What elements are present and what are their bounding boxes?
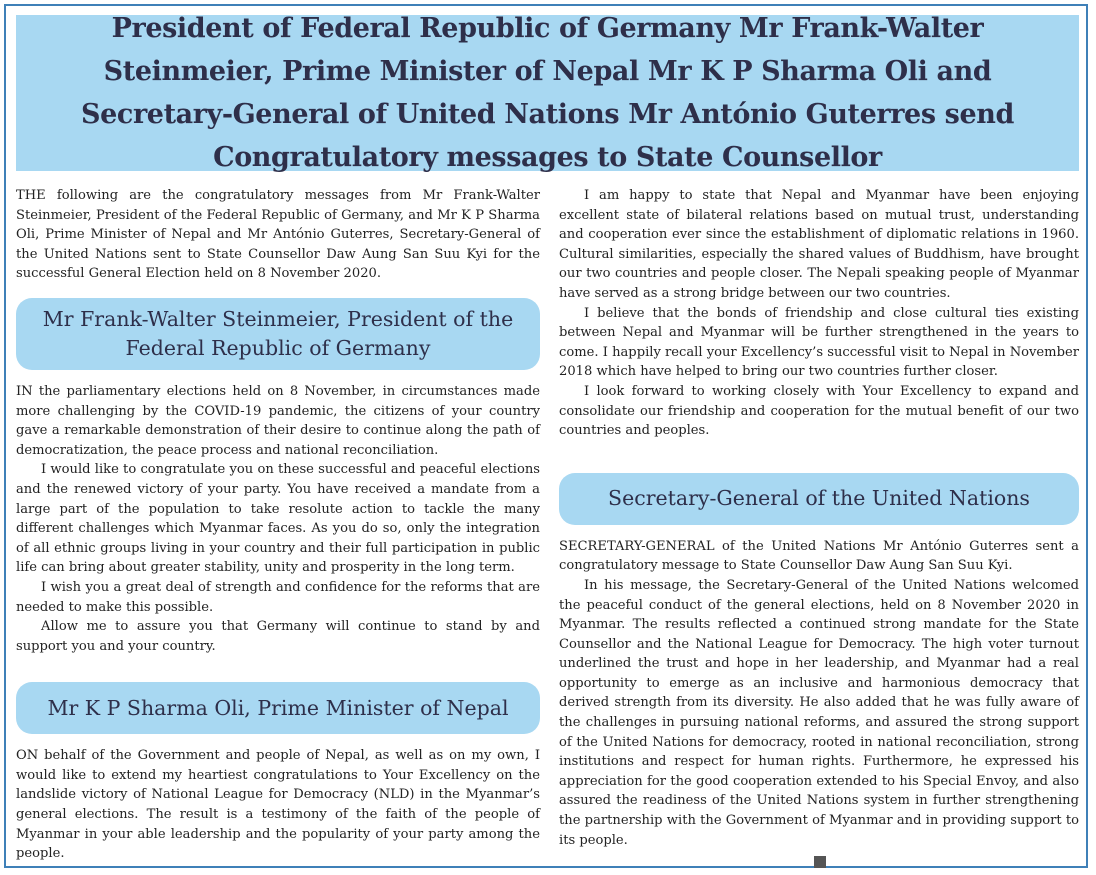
nepal-paragraph-1: ON behalf of the Government and people of Nepal, as well as on my own, I would like to extend my heartiest congratulations to Your Excellency on the landslide victory of National League for Democracy (NLD) in the Myanmar’s general elections. The result is a testimony of the faith of the people of Myanmar in your able leadership and the popularity of your party among the people. bbox=[16, 748, 540, 862]
un-section-heading: Secretary-General of the United Nations bbox=[559, 473, 1079, 525]
nepal-paragraph-2: I am happy to state that Nepal and Myanmar have been enjoying excellent state of bilateral relations based on mutual trust, understanding and cooperation ever since the establishment of diplomatic relations in 1960. Cultural similarities, especially the shared values of Buddhism, have brought our two countries and people closer. The Nepali speaking people of Myanmar have served as a strong bridge between our two countries. bbox=[559, 188, 1079, 301]
article-headline: President of Federal Republic of Germany Mr Frank-Walter Steinmeier, Prime Minister of Nepal Mr K P Sharma Oli and Secretary-General of United Nations Mr António Guterres send Congratulatory messages to State Counsellor bbox=[81, 13, 1014, 173]
nepal-section-heading: Mr K P Sharma Oli, Prime Minister of Nepal bbox=[16, 682, 540, 734]
intro-paragraph: THE following are the congratulatory messages from Mr Frank-Walter Steinmeier, President of the Federal Republic of Germany, and Mr K P Sharma Oli, Prime Minister of Nepal and Mr António Guterres, Secretary-General of the United Nations sent to State Counsellor Daw Aung San Suu Kyi for the successful General Election held on 8 November 2020. bbox=[16, 188, 540, 282]
un-paragraph-1: SECRETARY-GENERAL of the United Nations Mr António Guterres sent a congratulatory message to State Counsellor Daw Aung San Suu Kyi. bbox=[559, 538, 1079, 574]
un-paragraph-2: In his message, the Secretary-General of the United Nations welcomed the peaceful conduct of the general elections, held on 8 November 2020 in Myanmar. The results reflected a continued strong mandate for the State Counsellor and the National League for Democracy. The high voter turnout underlined the trust and hope in her leadership, and Myanmar had a real opportunity to emerge as an inclusive and harmonious democracy that derived strength from its diversity. He also added that he was fully aware of the challenges in pursuing national reforms, and assured the strong support of the United Nations for democracy, rooted in national reconciliation, strong institutions and respect for human rights. Furthermore, he expressed his appreciation for the good cooperation extended to his Special Envoy, and also assured the readiness of the United Nations system in further strengthening the partnership with the Government of Myanmar and in providing support to its people. bbox=[559, 577, 1079, 848]
germany-paragraph-1: IN the parliamentary elections held on 8 November, in circumstances made more challenging by the COVID-19 pandemic, the citizens of your country gave a remarkable demonstration of their desire to continue along the path of democratization, the peace process and national reconciliation. bbox=[16, 383, 540, 458]
left-column bbox=[16, 186, 540, 864]
germany-paragraph-3: I wish you a great deal of strength and confidence for the reforms that are needed to make this possible. bbox=[16, 579, 540, 615]
headline-banner bbox=[16, 15, 1079, 171]
nepal-paragraph-3: I believe that the bonds of friendship and close cultural ties existing between Nepal and Myanmar will be further strengthened in the years to come. I happily recall your Excellency’s successful visit to Nepal in November 2018 which have helped to bring our two countries further closer. bbox=[559, 305, 1079, 380]
germany-paragraph-2: I would like to congratulate you on these successful and peaceful elections and the renewed victory of your party. You have received a mandate from a large part of the population to take resolute action to tackle the many different challenges which Myanmar faces. As you do so, only the integration of all ethnic groups living in your country and their full participation in public life can bring about greater stability, unity and prosperity in the long term. bbox=[16, 462, 540, 576]
right-column bbox=[559, 186, 1079, 868]
germany-section-heading: Mr Frank-Walter Steinmeier, President of the Federal Republic of Germany bbox=[16, 298, 540, 370]
end-of-article-mark bbox=[814, 856, 826, 868]
germany-paragraph-4: Allow me to assure you that Germany will continue to stand by and support you and your country. bbox=[16, 619, 540, 654]
nepal-paragraph-4: I look forward to working closely with Your Excellency to expand and consolidate our friendship and cooperation for the mutual benefit of our two countries and peoples. bbox=[559, 383, 1079, 439]
